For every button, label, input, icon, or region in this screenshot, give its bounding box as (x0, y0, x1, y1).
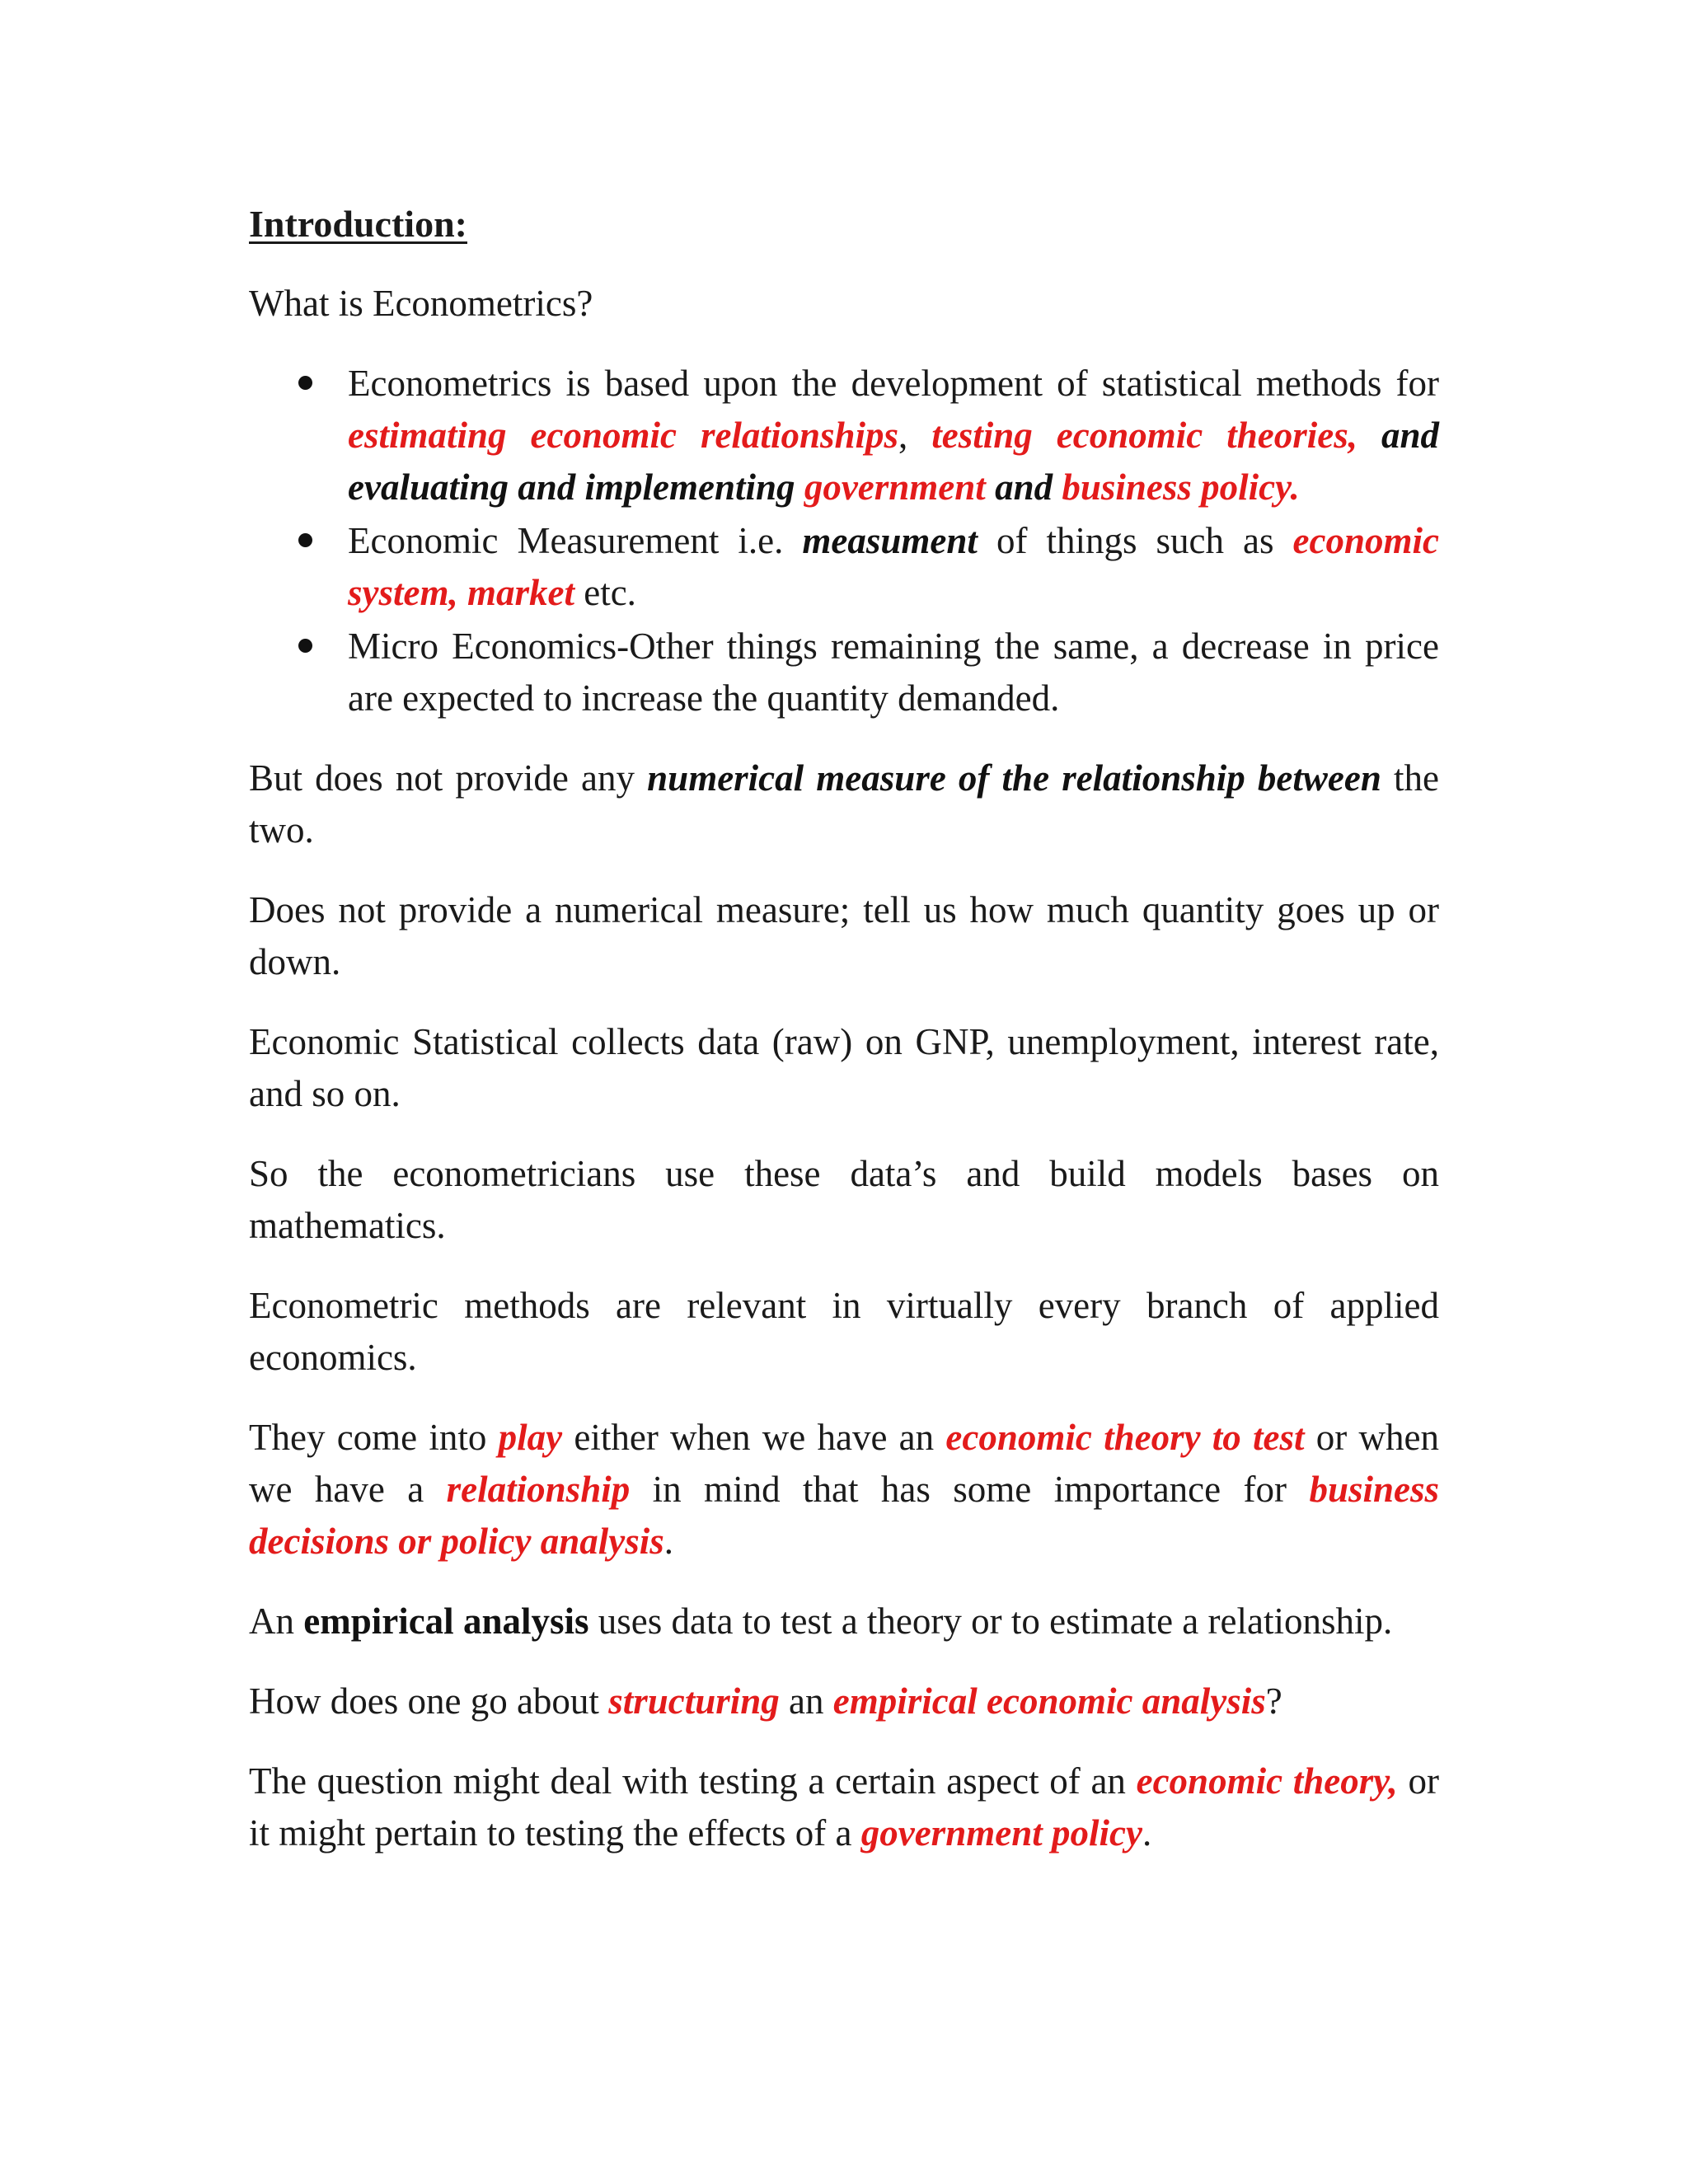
body-paragraph (249, 1148, 1439, 1252)
highlighted-term: economic system, market (348, 520, 1439, 613)
text-run: or when we have a (249, 1417, 1439, 1510)
highlighted-term: economic theory, (1136, 1760, 1398, 1802)
text-run: . (663, 1521, 673, 1562)
question-line: What is Econometrics? (249, 283, 593, 324)
highlighted-term: government (804, 466, 986, 508)
text-run: uses data to test a theory or to estimate a relationship. (588, 1601, 1393, 1642)
body-paragraph (249, 1412, 1439, 1568)
document-page (249, 198, 1439, 1887)
emphasized-term: and evaluating and implementing (348, 415, 1439, 508)
text-run: The question might deal with testing a certain aspect of an (249, 1760, 1137, 1802)
text-run: Econometrics is based upon the development of statistical methods for (348, 363, 1439, 404)
text-run: either when we have an (562, 1417, 946, 1458)
body-paragraph (249, 1596, 1439, 1647)
text-run: or it might pertain to testing the effects of a (249, 1760, 1439, 1854)
text-run: But does not provide any (249, 757, 648, 799)
bold-term: empirical analysis (303, 1601, 589, 1642)
body-paragraph (249, 884, 1439, 988)
emphasized-term: and (985, 466, 1062, 508)
emphasized-term: measument (802, 520, 978, 561)
body-paragraph (249, 1675, 1439, 1727)
emphasized-term: numerical measure of the relationship between (647, 757, 1381, 799)
text-run: etc. (574, 572, 636, 613)
text-run: Micro Economics-Other things remaining the same, a decrease in price are expected to increase the quantity demanded. (348, 626, 1439, 719)
bullet-dot-icon (298, 533, 312, 547)
highlighted-term: testing economic theories, (931, 415, 1357, 456)
text-run: They come into (249, 1417, 499, 1458)
bullet-item (249, 515, 1439, 619)
text-run: of things such as (977, 520, 1293, 561)
text-run: , (898, 415, 932, 456)
text-run: How does one go about (249, 1680, 609, 1722)
text-run: So the econometricians use these data’s and build models bases on mathematics. (249, 1153, 1439, 1246)
text-run: An (249, 1601, 304, 1642)
body-paragraph (249, 1016, 1439, 1120)
highlighted-term: business policy. (1062, 466, 1300, 508)
highlighted-term: relationship (446, 1469, 631, 1510)
text-run: in mind that has some importance for (630, 1469, 1310, 1510)
bullet-item (249, 358, 1439, 513)
text-run: Economic Statistical collects data (raw) on GNP, unemployment, interest rate, and so on. (249, 1021, 1439, 1114)
body-paragraph (249, 752, 1439, 856)
highlighted-term: economic theory to test (945, 1417, 1305, 1458)
section-heading: Introduction: (249, 203, 467, 245)
bullet-list (249, 358, 1439, 724)
body-paragraph (249, 1280, 1439, 1384)
text-run: an (779, 1680, 833, 1722)
body-paragraph (249, 1755, 1439, 1859)
text-run: Does not provide a numerical measure; tell us how much quantity goes up or down. (249, 889, 1439, 982)
highlighted-term: play (498, 1417, 563, 1458)
text-run: ? (1265, 1680, 1282, 1722)
body-paragraphs (249, 752, 1439, 1859)
highlighted-term: empirical economic analysis (832, 1680, 1266, 1722)
bullet-item (249, 621, 1439, 724)
highlighted-term: estimating economic relationships (348, 415, 899, 456)
bullet-dot-icon (298, 376, 312, 390)
text-run: . (1142, 1812, 1152, 1854)
bullet-dot-icon (298, 639, 312, 653)
text-run: Economic Measurement i.e. (348, 520, 803, 561)
highlighted-term: business decisions or policy analysis (249, 1469, 1440, 1562)
highlighted-term: government policy (860, 1812, 1142, 1854)
text-run: the two. (249, 757, 1439, 851)
text-run: Econometric methods are relevant in virtually every branch of applied economics. (249, 1285, 1439, 1378)
highlighted-term: structuring (608, 1680, 780, 1722)
